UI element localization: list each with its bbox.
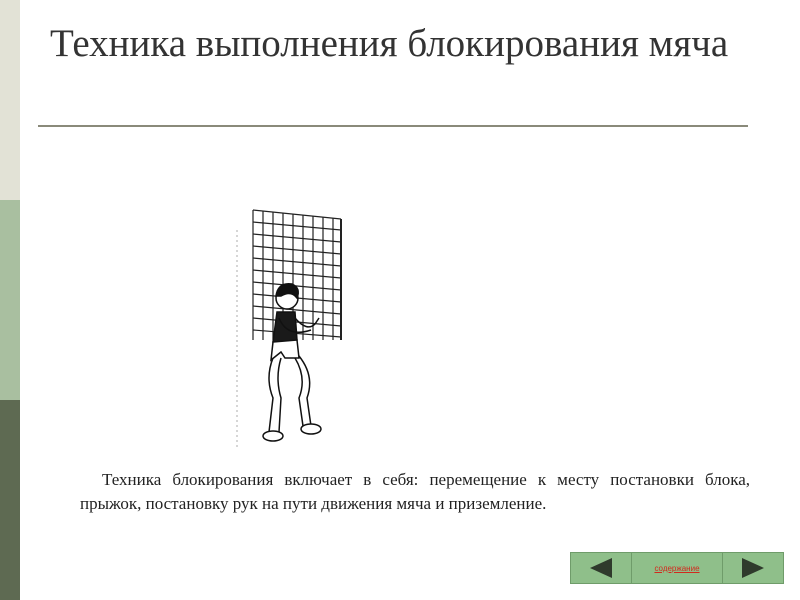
blocking-illustration [215,200,365,460]
triangle-right-icon [738,557,768,579]
slide-body-text: Техника блокирования включает в себя: перемещение к месту постановки блока, прыжок, постановку рук на пути движения мяча и приземление. [80,470,750,513]
next-slide-button[interactable] [722,552,784,584]
contents-link[interactable]: содержание [632,552,722,584]
side-bar-middle [0,200,20,400]
side-bar-top [0,0,20,200]
title-divider [38,125,748,127]
slide-title: Техника выполнения блокирования мяча [50,22,729,65]
prev-slide-button[interactable] [570,552,632,584]
side-bar-bottom [0,400,20,600]
triangle-left-icon [586,557,616,579]
slide-navigation [570,552,784,584]
